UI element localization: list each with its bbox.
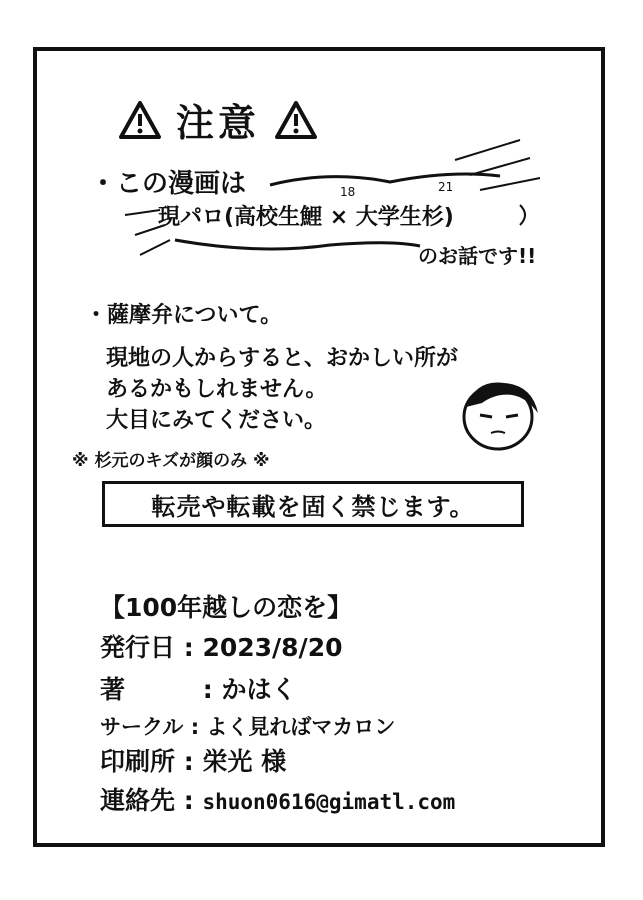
intro-line-1 — [90, 163, 246, 200]
colophon-row-printer — [100, 742, 286, 778]
character-face-illustration — [456, 373, 546, 453]
row-sep: : — [202, 675, 213, 704]
row-label: 印刷所 — [100, 747, 176, 776]
colophon-row-circle — [100, 711, 395, 741]
age-label: 21 — [438, 180, 454, 194]
dialect-line: 現地の人からすると、おかしい所が — [106, 346, 459, 371]
warning-icon — [118, 100, 162, 140]
age-label: 18 — [340, 185, 356, 199]
row-sep: : — [183, 747, 194, 776]
intro-line-3: のお話です!! — [418, 244, 537, 268]
row-value: かはく — [221, 675, 297, 704]
book-title: 【100年越しの恋を】 — [100, 593, 353, 622]
row-value: 2023/8/20 — [202, 633, 343, 662]
row-value: よく見ればマカロン — [206, 715, 396, 739]
intro-text-1: この漫画は — [116, 169, 247, 199]
no-resale-text: 転売や転載を固く禁じます。 — [151, 492, 475, 521]
dialect-line: あるかもしれません。 — [106, 377, 328, 402]
dialect-line: 大目にみてください。 — [106, 408, 327, 433]
contact-email: shuon0616@gimatl.com — [202, 790, 456, 814]
warning-header — [118, 92, 318, 147]
warning-title: 注意 — [176, 101, 261, 145]
colophon-row-author — [100, 670, 296, 706]
row-sep: : — [183, 786, 194, 815]
colophon-row-contact — [100, 781, 455, 817]
intro-line-2: 現パロ(高校生鯉 × 大学生杉) — [158, 205, 454, 230]
row-sep: : — [190, 715, 200, 739]
row-sep: : — [183, 633, 194, 662]
note-text: ※ 杉元のキズが顔のみ ※ — [72, 451, 270, 471]
no-resale-notice — [102, 481, 524, 527]
row-value: 栄光 様 — [202, 747, 287, 776]
warning-icon — [274, 100, 318, 140]
row-label: 発行日 — [100, 633, 176, 662]
bullet: ・ — [90, 169, 117, 199]
row-label: サークル — [100, 715, 184, 739]
row-label: 著 — [100, 675, 126, 704]
dialect-title: ・薩摩弁について。 — [85, 303, 283, 328]
row-label: 連絡先 — [100, 786, 176, 815]
colophon-row-date — [100, 628, 342, 664]
